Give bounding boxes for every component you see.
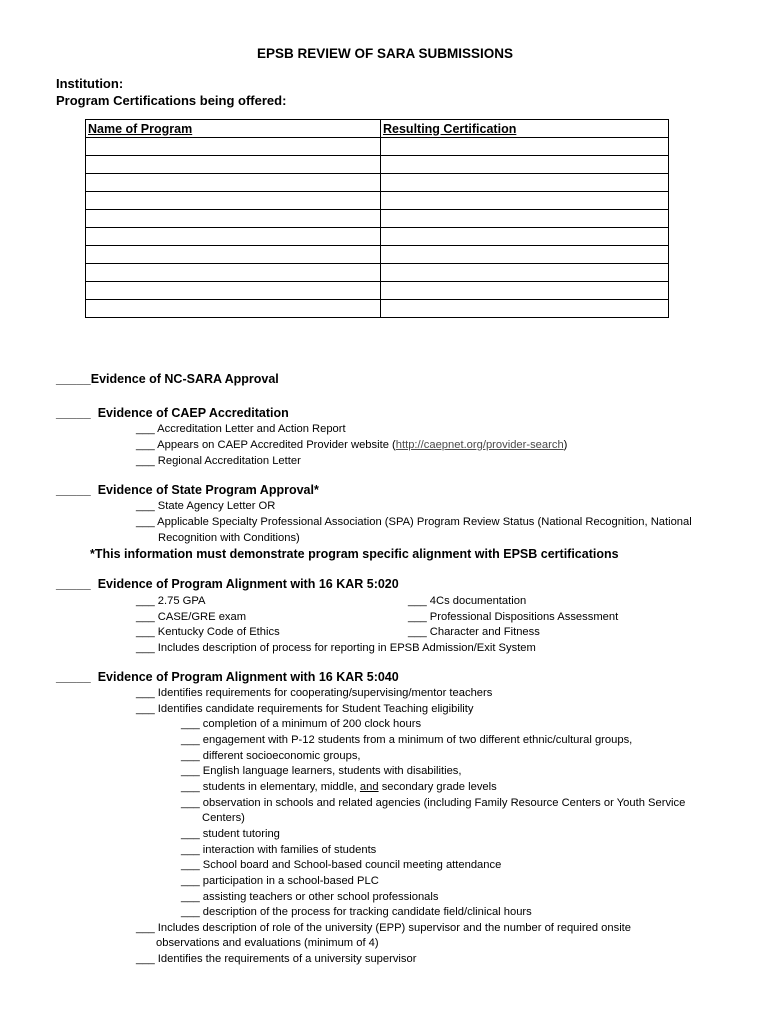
- kar5040-sub-1: ___ completion of a minimum of 200 clock hours: [181, 718, 422, 730]
- certification-cell[interactable]: [381, 246, 669, 264]
- certification-cell[interactable]: [381, 264, 669, 282]
- program-cell[interactable]: [86, 138, 381, 156]
- table-row[interactable]: [86, 156, 669, 174]
- caep-item-3: ___ Regional Accreditation Letter: [136, 455, 301, 467]
- kar5040-sub-7: ___ student tutoring: [181, 828, 280, 840]
- program-cell[interactable]: [86, 156, 381, 174]
- table-row[interactable]: [86, 138, 669, 156]
- certification-cell[interactable]: [381, 138, 669, 156]
- program-cell[interactable]: [86, 192, 381, 210]
- table-row[interactable]: [86, 192, 669, 210]
- caep-item-1: ___ Accreditation Letter and Action Report: [136, 423, 346, 435]
- certification-cell[interactable]: [381, 282, 669, 300]
- certification-cell[interactable]: [381, 228, 669, 246]
- table-row[interactable]: [86, 264, 669, 282]
- state-note: *This information must demonstrate program specific alignment with EPSB certifications: [90, 547, 619, 561]
- kar5020-heading: _____ Evidence of Program Alignment with 16 KAR 5:020: [56, 577, 399, 591]
- header-name-of-program: Name of Program: [86, 120, 381, 138]
- program-cell[interactable]: [86, 210, 381, 228]
- certification-cell[interactable]: [381, 174, 669, 192]
- programs-label: Program Certifications being offered:: [56, 93, 287, 108]
- kar5040-heading: _____ Evidence of Program Alignment with 16 KAR 5:040: [56, 670, 399, 684]
- kar5040-sub-10: ___ participation in a school-based PLC: [181, 875, 379, 887]
- program-table: [85, 119, 669, 318]
- state-item-2: ___ Applicable Specialty Professional Association (SPA) Program Review Status (National Recognition, National: [136, 516, 692, 528]
- program-cell[interactable]: [86, 264, 381, 282]
- kar5020-last: ___ Includes description of process for reporting in EPSB Admission/Exit System: [136, 642, 536, 654]
- table-row[interactable]: [86, 246, 669, 264]
- certification-cell[interactable]: [381, 210, 669, 228]
- kar5040-sub-6: ___ observation in schools and related agencies (including Family Resource Centers or Youth Service: [181, 797, 686, 809]
- kar5040-sub-9: ___ School board and School-based council meeting attendance: [181, 859, 502, 871]
- kar5020-left-1: ___ 2.75 GPA: [136, 595, 206, 607]
- kar5040-sub-4: ___ English language learners, students with disabilities,: [181, 765, 462, 777]
- kar5040-sub-3: ___ different socioeconomic groups,: [181, 750, 361, 762]
- table-row[interactable]: [86, 210, 669, 228]
- state-heading: _____ Evidence of State Program Approval*: [56, 483, 319, 497]
- state-item-1: ___ State Agency Letter OR: [136, 500, 276, 512]
- kar5040-item-3-cont: observations and evaluations (minimum of 4): [156, 937, 379, 949]
- state-item-2-cont: Recognition with Conditions): [158, 532, 300, 544]
- kar5040-item-2: ___ Identifies candidate requirements for Student Teaching eligibility: [136, 703, 474, 715]
- kar5040-sub-5: ___ students in elementary, middle, and secondary grade levels: [181, 781, 497, 793]
- program-cell[interactable]: [86, 300, 381, 318]
- nc-sara-heading: _____Evidence of NC-SARA Approval: [56, 372, 279, 386]
- caep-provider-link[interactable]: http://caepnet.org/provider-search: [395, 439, 564, 451]
- certification-cell[interactable]: [381, 192, 669, 210]
- program-cell[interactable]: [86, 282, 381, 300]
- caep-heading: _____ Evidence of CAEP Accreditation: [56, 406, 289, 420]
- kar5020-right-3: ___ Character and Fitness: [408, 626, 540, 638]
- kar5040-sub-6-cont: Centers): [202, 812, 245, 824]
- program-cell[interactable]: [86, 174, 381, 192]
- kar5040-sub-8: ___ interaction with families of students: [181, 844, 377, 856]
- page-title: EPSB REVIEW OF SARA SUBMISSIONS: [256, 46, 514, 61]
- table-row[interactable]: [86, 282, 669, 300]
- program-cell[interactable]: [86, 228, 381, 246]
- kar5020-left-3: ___ Kentucky Code of Ethics: [136, 626, 280, 638]
- caep-item-2: ___ Appears on CAEP Accredited Provider website (http://caepnet.org/provider-search): [136, 439, 568, 451]
- kar5020-left-2: ___ CASE/GRE exam: [136, 611, 247, 623]
- kar5040-item-4: ___ Identifies the requirements of a university supervisor: [136, 953, 417, 965]
- kar5020-right-2: ___ Professional Dispositions Assessment: [408, 611, 619, 623]
- institution-label: Institution:: [56, 76, 124, 91]
- table-row[interactable]: [86, 228, 669, 246]
- table-row[interactable]: [86, 300, 669, 318]
- table-row[interactable]: [86, 174, 669, 192]
- table-header-row: [86, 120, 669, 138]
- kar5040-sub-2: ___ engagement with P-12 students from a minimum of two different ethnic/cultural groups,: [181, 734, 633, 746]
- certification-cell[interactable]: [381, 300, 669, 318]
- kar5040-item-3: ___ Includes description of role of the university (EPP) supervisor and the number of required onsite: [136, 922, 632, 934]
- kar5040-item-1: ___ Identifies requirements for cooperating/supervising/mentor teachers: [136, 687, 493, 699]
- kar5020-right-1: ___ 4Cs documentation: [408, 595, 527, 607]
- kar5040-sub-11: ___ assisting teachers or other school professionals: [181, 891, 439, 903]
- kar5040-sub-12: ___ description of the process for tracking candidate field/clinical hours: [181, 906, 532, 918]
- header-resulting-certification: Resulting Certification: [381, 120, 669, 138]
- program-cell[interactable]: [86, 246, 381, 264]
- certification-cell[interactable]: [381, 156, 669, 174]
